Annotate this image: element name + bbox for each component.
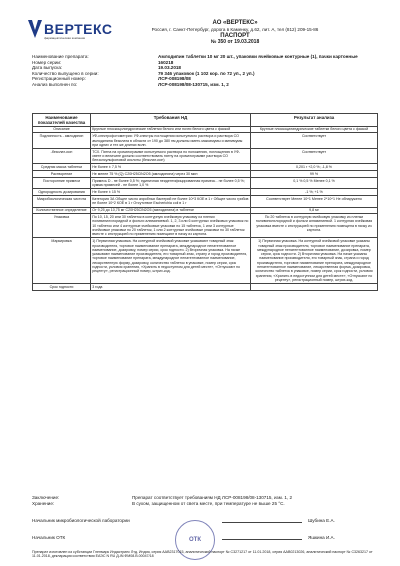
result-cell: 0,1 % 0,5 % Менее 0,1 % [251, 178, 378, 189]
document-header [100, 20, 370, 45]
info-value: Амлодипин таблетки 10 мг 20 шт., упаковки ячейковые контурные (1), пачки картонные [158, 54, 358, 59]
info-value: 160218 [158, 59, 174, 65]
info-value: 79 346 упаковок (1 102 кор. по 72 уп., 2 уп.) [158, 70, 255, 76]
otk-stamp: ОТК [175, 520, 215, 560]
table-row [33, 171, 378, 178]
requirement-cell: 1) Первичная упаковка. На контурной ячейковой упаковке указывают товарный знак производителя, торговое наименование препарата, международное непатентованное наименование, дозировку, номер серии, срок годности. 2) Вторичная упаковка. На пачке указывают наименование производителя, его товарный знак, страну и город производителя, торговое наименование препарата, международное непатентованное наименование, лекарственную форму, дозировку, количество таблеток в упаковке, номер серии, срок годности, условия хранения, «Хранить в недоступном для детей месте», «Отпускают по рецепту», регистрационный номер, штрих-код. [91, 238, 251, 284]
signature-line [222, 518, 302, 523]
table-row [33, 196, 378, 207]
document-title: ПАСПОРТ [220, 33, 250, 39]
table-row [33, 148, 378, 163]
result-cell: -1 %; +1 % [251, 189, 378, 196]
conclusion-label: Заключение: [32, 495, 60, 500]
header-result: Результат анализа [251, 114, 378, 127]
indicator-cell: Однородность дозирования [33, 189, 91, 196]
info-key: Номер серии: [32, 59, 62, 65]
requirement-cell: Не более ± 15 % [91, 189, 251, 196]
requirement-cell: По 10, 15, 20 или 30 таблеток в контурную ячейковую упаковку из пленки поливинилхлоридной и фольги алюминиевой. 1, 2, 3 или 6 контурных ячейковых упаковок по 10 таблеток или 4 контурные ячейковые упаковки по 15 таблеток, 1 или 3 контурные ячейковые упаковки по 20 таблеток, 1 или 2 контурные ячейковые упаковки по 30 таблеток вместе с инструкцией по применению помещают в пачку из картона. [91, 214, 251, 238]
table-row [33, 126, 378, 133]
company-name: АО «ВЕРТЕКС» [212, 20, 258, 26]
result-cell: Соответствует Менее 10^1 Менее 2*10^1 Не обнаружено [251, 196, 378, 207]
company-address: Россия, г. Санкт-Петербург, дорога в Каменку, д.62, лит. А, тел (812) 209-15-86 [151, 27, 319, 32]
requirement-cell: УФ-спектрофотометрия: УФ-спектры поглощения испытуемого раствора и раствора СО амлодипина безилата в области от 190 до 380 нм должны иметь максимумы и минимумы при одних и тех же длинах волн. [91, 133, 251, 148]
table-row [33, 178, 378, 189]
conclusion-value: Препарат соответствует требованиям НД ЛСР-008198/08-130715, изм. 1, 2 [132, 495, 293, 500]
result-cell: 99 % [251, 171, 378, 178]
info-key: Регистрационный номер: [32, 76, 86, 82]
info-value: ЛСР-008198/08 [158, 76, 191, 82]
storage-value: В сухом, защищенном от света месте, при температуре не выше 25 °C. [132, 500, 285, 506]
indicator-cell: -безилат-ион [33, 148, 91, 163]
vertex-logo-icon [28, 20, 42, 38]
quality-table [32, 113, 378, 291]
table-row [33, 207, 378, 214]
table-header-row [33, 114, 378, 127]
table-row [33, 189, 378, 196]
table-row [33, 214, 378, 238]
indicator-cell: Описание [33, 126, 91, 133]
table-row [33, 164, 378, 171]
indicator-cell: Микробиологическая чистота [33, 196, 91, 207]
signature-line [222, 535, 302, 540]
substance-note: Препарат изготовлен из субстанции Гленмарк Индастриес Лтд, Индия, серия AAB2317015, аналитический паспорт № C3271217 от 11.01.2018, серия AAB0213026, аналитический паспорт № C3263217 от 11.01.2018, декларация соответствия ЕАЭС N RU Д-IN.ФМ08.В.00047/18 [32, 550, 373, 559]
requirement-cell: ТСХ. Пятна на хроматограмме испытуемого раствора по положению, поглощению в УФ-свете и величине должно соответствовать пятну на хроматограмме раствора СО бензолсульфоновой кислоты (безилат-ион) [91, 148, 251, 163]
indicator-cell: Растворение [33, 171, 91, 178]
indicator-cell: Упаковка [33, 214, 91, 238]
indicator-cell: Средняя масса таблетки [33, 164, 91, 171]
info-value: 19.03.2018 [158, 65, 181, 71]
requirement-cell: Круглые плоскоцилиндрические таблетки белого или почти белого цвета с фаской [91, 126, 251, 133]
storage-label: Хранение: [32, 500, 55, 506]
header-requirement: Требования НД [91, 114, 251, 127]
info-row [32, 82, 372, 88]
requirement-cell: От 9,25 до 10,75 мг C20H25ClN2O5 (амлодипина) в таблетке [91, 207, 251, 214]
lab-head-name: Шубина Е.А. [308, 518, 335, 523]
info-key: Наименование препарата: [32, 54, 89, 59]
logo-name: ВЕРТЕКС [44, 21, 113, 37]
indicator-cell: Посторонние примеси [33, 178, 91, 189]
requirement-cell: Не менее 75 % (Q) C20H25ClN2O5 (амлодипина) через 30 мин [91, 171, 251, 178]
info-value: ЛСР-008198/08-130715, изм. 1, 2 [158, 81, 229, 87]
table-row [33, 133, 378, 148]
requirement-cell: Категория 3А Общее число аэробных бактерий не более 10^3 КОЕ в 1 г Общее число грибов не более 10^2 КОЕ в 1 г Отсутствие Escherichia coli в 1 г [91, 196, 251, 207]
result-cell: По 20 таблеток в контурную ячейковую упаковку из пленки поливинилхлоридной и фольги алюминиевой. 1 контурная ячейковая упаковка вместе с инструкцией по применению помещена в пачку из картона. [251, 214, 378, 238]
requirement-cell: Примесь D - не более 0,5 %; единичная неидентифицированная примесь - не более 0,5 %; сумма примесей - не более 1,0 % [91, 178, 251, 189]
header-indicator: Наименование показателей качества [33, 114, 91, 127]
document-number: № 350 от 19.03.2018 [210, 39, 260, 45]
result-cell: Соответствует [251, 148, 378, 163]
info-key: Дата выпуска: [32, 65, 63, 71]
otk-head-name: Яшкина И.А. [308, 535, 335, 540]
indicator-cell: Количественное определение [33, 207, 91, 214]
table-row [33, 238, 378, 284]
info-key: Количество выпущено в серии: [32, 70, 99, 76]
table-row [33, 284, 378, 291]
otk-head-label: Начальник ОТК [32, 535, 66, 540]
result-cell: 9,8 мг [251, 207, 378, 214]
product-info [32, 54, 372, 88]
logo-tagline: фармацевтическая компания [44, 36, 86, 40]
indicator-cell: Срок годности [33, 284, 91, 291]
requirement-cell: Не более ± 7,5 % [91, 164, 251, 171]
result-cell: Соответствует [251, 133, 378, 148]
result-cell: 1) Первичная упаковка. На контурной ячейковой упаковке указаны товарный знак производителя, торговое наименование препарата, международное непатентованное наименование, дозировка, номер серии, срок годности. 2) Вторичная упаковка. На пачке указаны наименование производителя, его товарный знак, страна и город производителя, торговое наименование препарата, международное непатентованное наименование, лекарственная форма, дозировка, количество таблеток в упаковке, номер серии, срок годности, условия хранения, «Хранить в недоступном для детей месте», «Отпускают по рецепту», регистрационный номер, штрих-код. [251, 238, 378, 284]
result-cell: 0,201 г +2,0 %; -1,8 % [251, 164, 378, 171]
indicator-cell: Маркировка [33, 238, 91, 284]
storage-row [32, 501, 377, 507]
result-cell: Круглые плоскоцилиндрические таблетки белого цвета с фаской [251, 126, 378, 133]
indicator-cell: Подлинность - амлодипин [33, 133, 91, 148]
requirement-cell: 3 года [91, 284, 251, 291]
info-key: Анализ выполнен по: [32, 81, 78, 87]
lab-head-label: Начальник микробиологической лаборатории [32, 518, 130, 523]
document-footer [32, 495, 377, 506]
result-cell [251, 284, 378, 291]
